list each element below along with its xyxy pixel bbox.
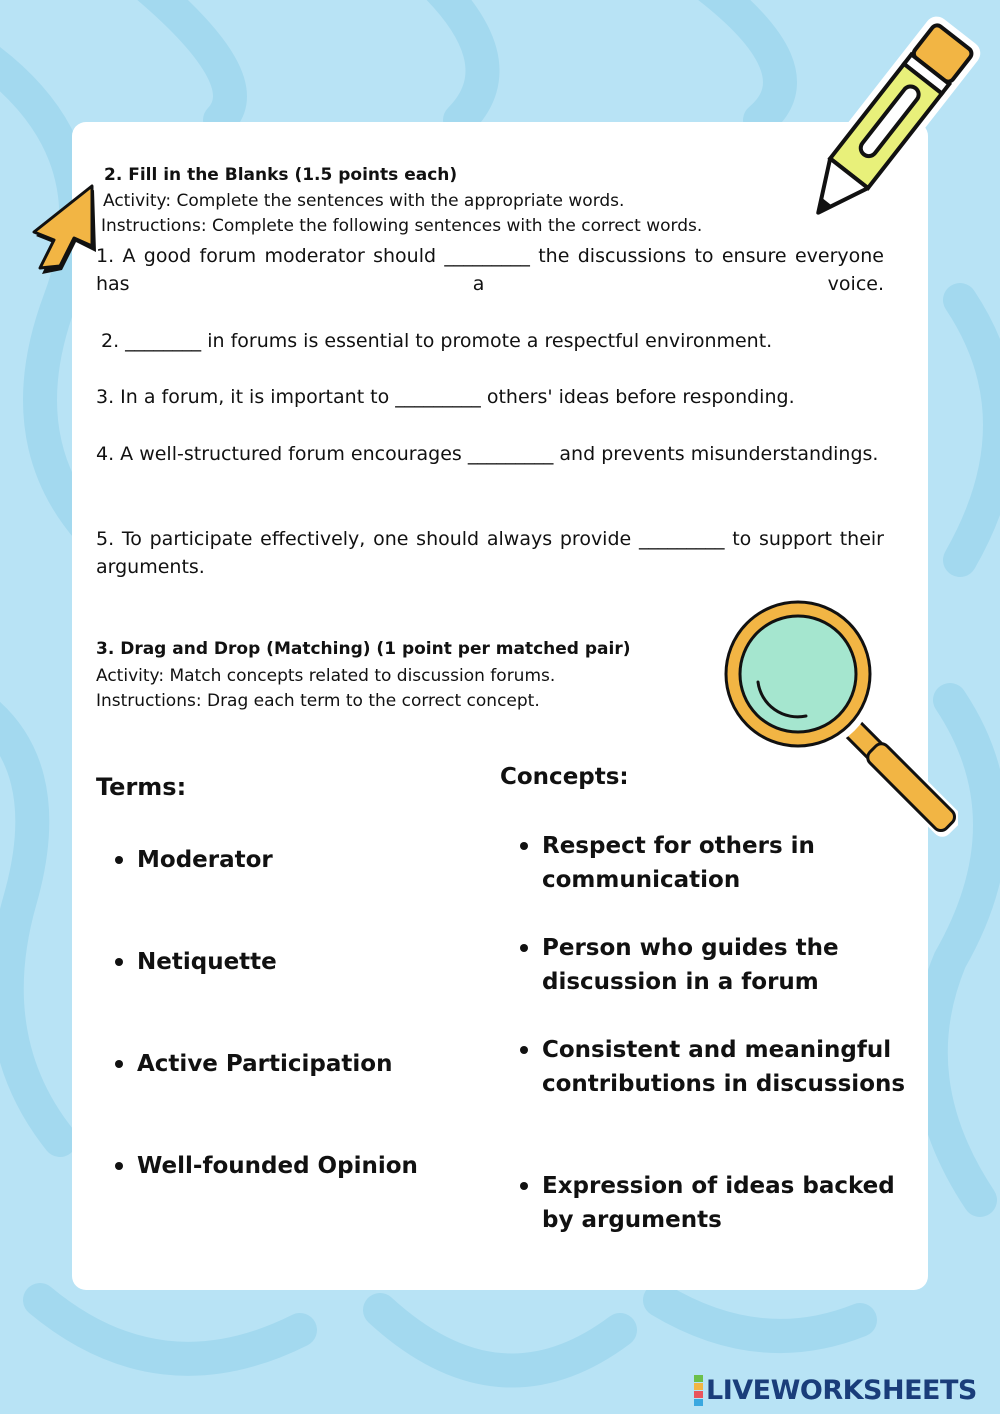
- term-netiquette[interactable]: [137, 945, 277, 979]
- concept-label: Respect for others in communication: [542, 833, 815, 893]
- section3-instructions: Instructions: Drag each term to the correct concept.: [96, 691, 540, 711]
- question-4: 4. A well-structured forum encourages _________ and prevents misunderstandings.: [96, 443, 879, 465]
- logo-text: LIVEWORKSHEETS: [706, 1374, 977, 1406]
- concept-label: Person who guides the discussion in a forum: [542, 935, 839, 995]
- term-label: Netiquette: [137, 949, 277, 975]
- question-1: 1. A good forum moderator should _________ the discussions to ensure everyone has a voice.: [96, 245, 884, 295]
- concept-person-guides[interactable]: [542, 931, 872, 999]
- concept-label: Consistent and meaningful contributions in discussions: [542, 1037, 906, 1097]
- term-moderator[interactable]: [137, 843, 273, 877]
- concept-respect[interactable]: [542, 829, 842, 897]
- concept-expression[interactable]: [542, 1169, 912, 1237]
- section2-activity: Activity: Complete the sentences with the appropriate words.: [103, 191, 625, 211]
- question-5: 5. To participate effectively, one should always provide _________ to support their arguments.: [96, 528, 884, 578]
- pencil-icon: [788, 10, 984, 242]
- term-well-founded-opinion[interactable]: [137, 1149, 418, 1183]
- terms-title: Terms:: [96, 773, 187, 801]
- term-label: Moderator: [137, 847, 273, 873]
- term-active-participation[interactable]: [137, 1047, 392, 1081]
- term-label: Well-founded Opinion: [137, 1153, 418, 1179]
- term-label: Active Participation: [137, 1051, 393, 1077]
- question-3: 3. In a forum, it is important to _________ others' ideas before responding.: [96, 386, 795, 408]
- concepts-title: Concepts:: [500, 764, 629, 790]
- liveworksheets-logo-icon: [694, 1375, 702, 1406]
- section3-activity: Activity: Match concepts related to discussion forums.: [96, 666, 556, 686]
- concept-label: Expression of ideas backed by arguments: [542, 1173, 895, 1233]
- concept-contributions[interactable]: [542, 1033, 922, 1101]
- liveworksheets-logo[interactable]: [694, 1373, 977, 1407]
- section3-heading: 3. Drag and Drop (Matching) (1 point per matched pair): [96, 639, 631, 659]
- section2-heading: 2. Fill in the Blanks (1.5 points each): [104, 165, 458, 185]
- section2-instructions: Instructions: Complete the following sentences with the correct words.: [101, 216, 703, 236]
- magnifier-icon: [712, 590, 958, 840]
- question-2: 2. ________ in forums is essential to promote a respectful environment.: [101, 330, 773, 352]
